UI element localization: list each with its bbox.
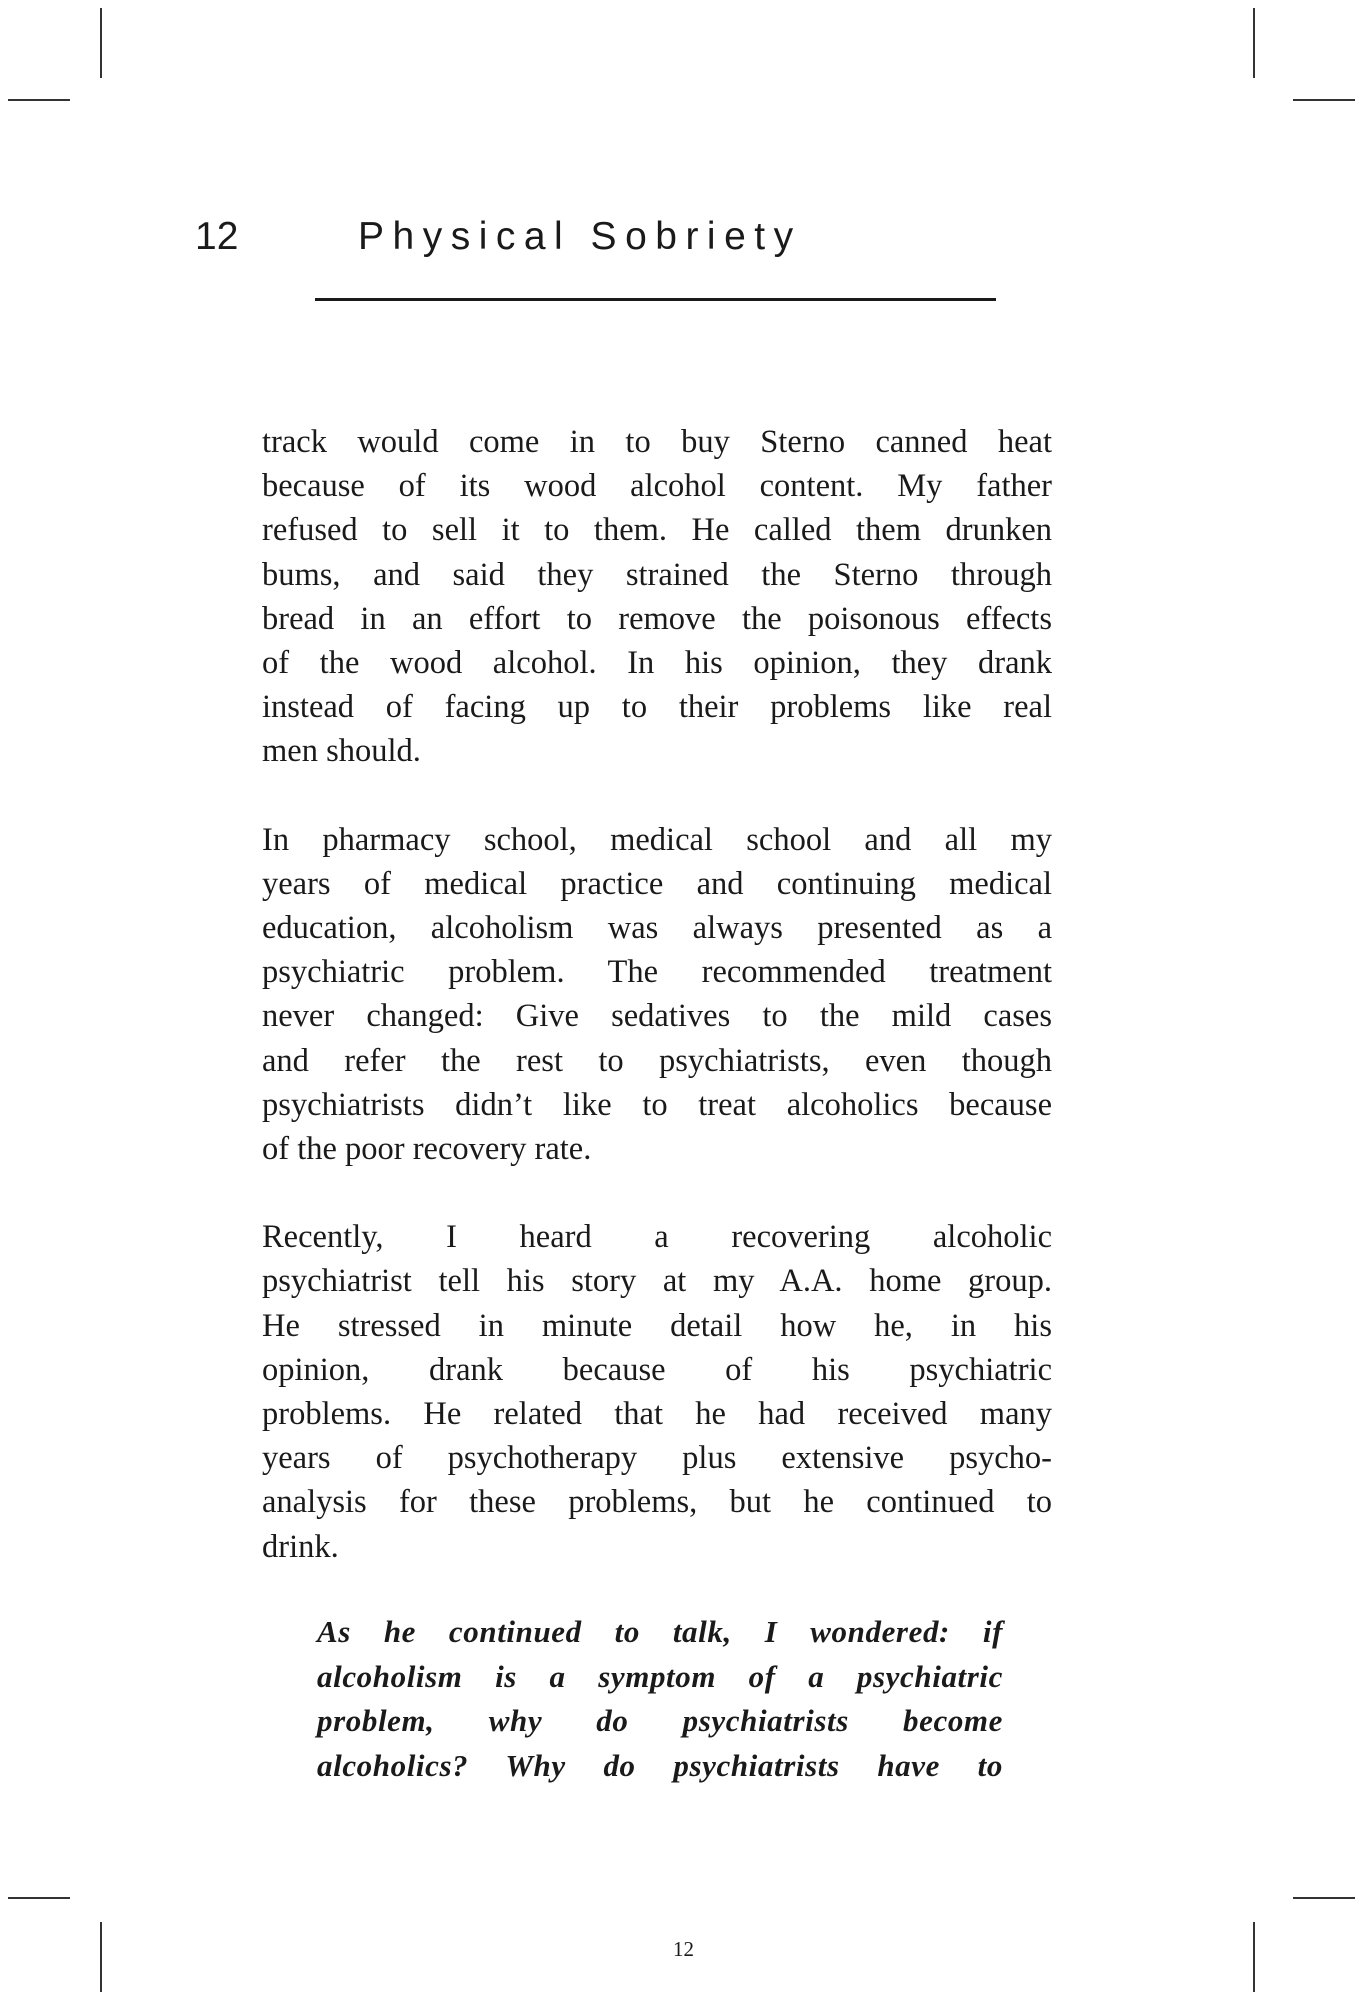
header-page-number: 12 <box>195 215 239 258</box>
text-line: years of psychotherapy plus extensive psycho- <box>262 1440 1052 1477</box>
text-line: because of its wood alcohol content. My father <box>262 468 1052 505</box>
text-line: bread in an effort to remove the poisonous effects <box>262 600 1052 637</box>
crop-mark-top-right-horizontal <box>1293 99 1355 101</box>
body-text <box>262 420 1052 1613</box>
text-line: education, alcoholism was always presented as a <box>262 910 1052 947</box>
text-line: bums, and said they strained the Sterno through <box>262 556 1052 593</box>
text-line: of the wood alcohol. In his opinion, they drank <box>262 645 1052 682</box>
callout-quote <box>317 1610 1003 1788</box>
text-line: refused to sell it to them. He called them drunken <box>262 512 1052 549</box>
crop-mark-bottom-left-horizontal <box>8 1897 70 1899</box>
footer-page-number: 12 <box>673 1937 694 1961</box>
text-line: In pharmacy school, medical school and all my <box>262 821 1052 858</box>
text-line: Recently, I heard a recovering alcoholic <box>262 1219 1052 1256</box>
text-line: psychiatric problem. The recommended treatment <box>262 954 1052 991</box>
quote-line: alcoholics? Why do psychiatrists have to <box>317 1747 1003 1783</box>
text-line: problems. He related that he had received many <box>262 1396 1052 1433</box>
text-line: instead of facing up to their problems like real <box>262 689 1052 726</box>
text-line: opinion, drank because of his psychiatric <box>262 1351 1052 1388</box>
crop-mark-top-right-vertical <box>1253 8 1255 78</box>
quote-line: problem, why do psychiatrists become <box>317 1703 1003 1738</box>
text-line: analysis for these problems, but he continued to <box>262 1484 1052 1521</box>
text-line: drink. <box>262 1528 339 1565</box>
text-line: men should. <box>262 733 421 770</box>
paragraph <box>262 1215 1052 1569</box>
quote-line: As he continued to talk, I wondered: if <box>317 1614 1003 1649</box>
paragraph <box>262 818 1052 1172</box>
text-line: He stressed in minute detail how he, in his <box>262 1307 1052 1344</box>
text-line: years of medical practice and continuing medical <box>262 865 1052 902</box>
quote-line: alcoholism is a symptom of a psychiatric <box>317 1658 1003 1694</box>
paragraph <box>262 420 1052 774</box>
crop-mark-bottom-right-horizontal <box>1293 1897 1355 1899</box>
text-line: of the poor recovery rate. <box>262 1131 592 1168</box>
crop-mark-top-left-horizontal <box>8 99 70 101</box>
text-line: psychiatrists didn’t like to treat alcoholics because <box>262 1086 1052 1123</box>
text-line: never changed: Give sedatives to the mild cases <box>262 998 1052 1035</box>
header-title: Physical Sobriety <box>358 215 802 258</box>
crop-mark-top-left-vertical <box>100 8 102 78</box>
text-line: track would come in to buy Sterno canned heat <box>262 424 1052 460</box>
header-rule <box>315 298 996 301</box>
text-line: psychiatrist tell his story at my A.A. home group. <box>262 1263 1052 1300</box>
text-line: and refer the rest to psychiatrists, even though <box>262 1042 1052 1079</box>
